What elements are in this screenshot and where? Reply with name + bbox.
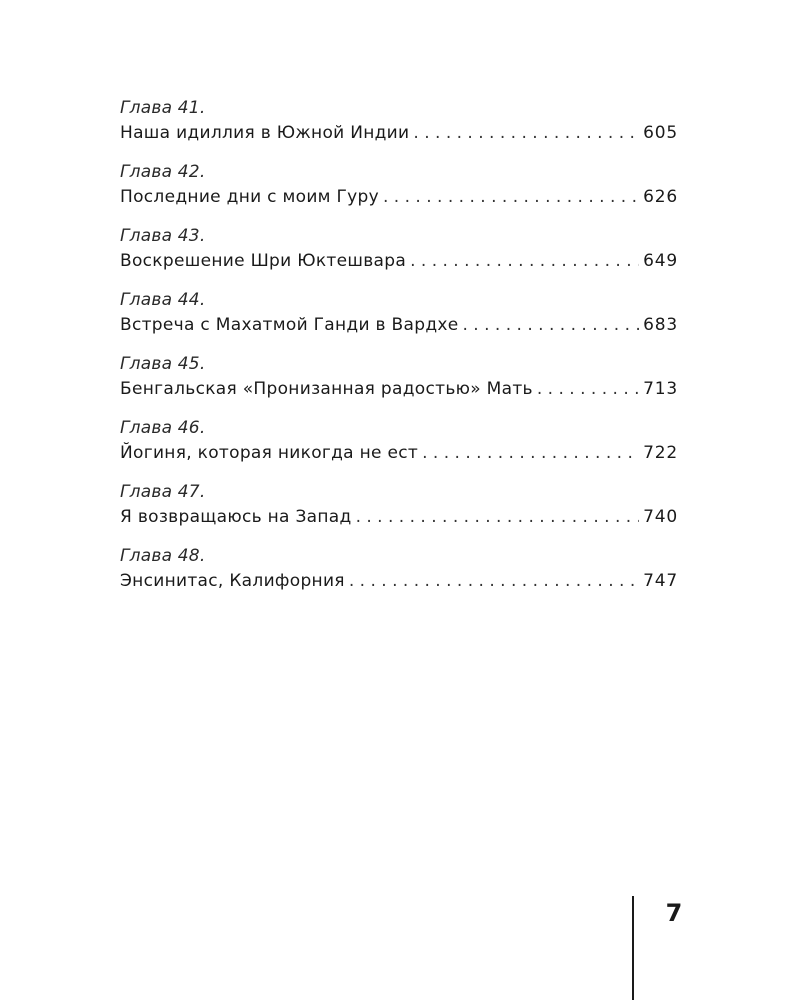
chapter-line	[120, 120, 678, 146]
chapter-title: Воскрешение Шри Юктешвара	[120, 251, 407, 271]
toc-entry	[120, 160, 678, 224]
chapter-title: Йогиня, которая никогда не ест	[120, 443, 419, 463]
chapter-page-number: 649	[643, 251, 678, 271]
chapter-line	[120, 248, 678, 274]
toc-entry	[120, 352, 678, 416]
dot-leader	[413, 120, 639, 146]
dot-leader	[410, 248, 639, 274]
chapter-number: Глава 44.	[120, 290, 206, 310]
chapter-line	[120, 376, 678, 402]
toc-entry	[120, 224, 678, 288]
chapter-title: Наша идиллия в Южной Индии	[120, 123, 410, 143]
dot-leader	[349, 568, 639, 594]
dot-leader	[356, 504, 640, 530]
chapter-title: Последние дни с моим Гуру	[120, 187, 379, 207]
chapter-page-number: 740	[643, 507, 678, 527]
footer-vertical-rule	[632, 896, 634, 1000]
chapter-line	[120, 504, 678, 530]
toc-entry	[120, 96, 678, 160]
chapter-number: Глава 43.	[120, 226, 206, 246]
chapter-line	[120, 184, 678, 210]
chapter-number: Глава 41.	[120, 98, 206, 118]
chapter-number: Глава 45.	[120, 354, 206, 374]
chapter-title: Энсинитас, Калифорния	[120, 571, 345, 591]
table-of-contents	[120, 96, 678, 608]
chapter-line	[120, 440, 678, 466]
chapter-number: Глава 48.	[120, 546, 206, 566]
chapter-title: Я возвращаюсь на Запад	[120, 507, 352, 527]
dot-leader	[463, 312, 640, 338]
chapter-page-number: 713	[643, 379, 678, 399]
chapter-number: Глава 47.	[120, 482, 206, 502]
toc-entry	[120, 480, 678, 544]
chapter-line	[120, 568, 678, 594]
chapter-line	[120, 312, 678, 338]
dot-leader	[537, 376, 639, 402]
chapter-page-number: 605	[643, 123, 678, 143]
dot-leader	[422, 440, 639, 466]
dot-leader	[383, 184, 639, 210]
toc-entry	[120, 416, 678, 480]
chapter-page-number: 626	[643, 187, 678, 207]
toc-entry	[120, 544, 678, 608]
chapter-page-number: 683	[643, 315, 678, 335]
chapter-number: Глава 42.	[120, 162, 206, 182]
chapter-title: Встреча с Махатмой Ганди в Вардхе	[120, 315, 459, 335]
chapter-number: Глава 46.	[120, 418, 206, 438]
chapter-title: Бенгальская «Пронизанная радостью» Мать	[120, 379, 533, 399]
toc-entry	[120, 288, 678, 352]
page-number: 7	[665, 899, 683, 927]
chapter-page-number: 747	[643, 571, 678, 591]
chapter-page-number: 722	[643, 443, 678, 463]
